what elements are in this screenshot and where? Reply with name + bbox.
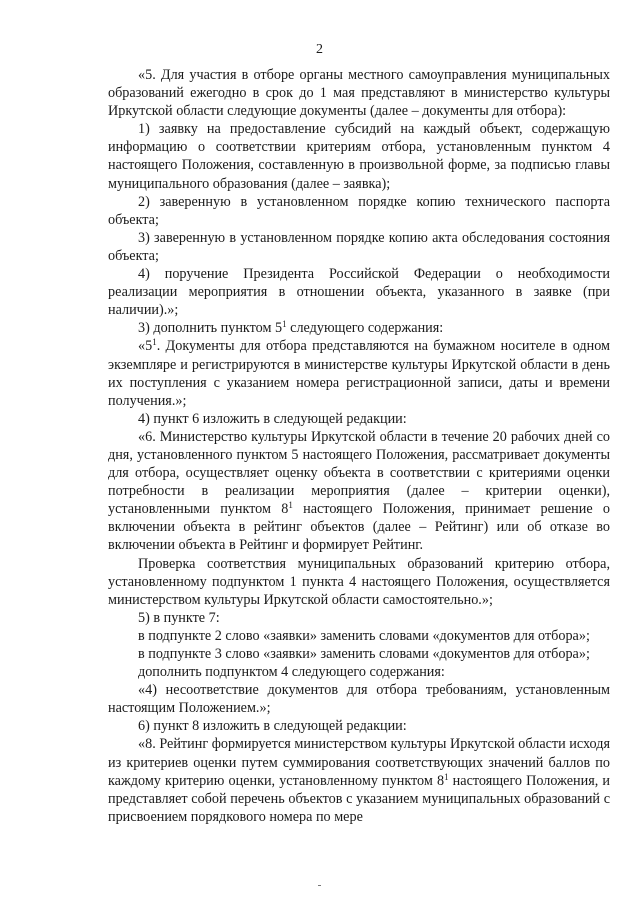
scan-speck	[318, 885, 321, 886]
paragraph-5-1-start: «5	[138, 338, 153, 355]
paragraph-8-text-end: настоящего Положения, и представляет собой перечень объектов с указанием муниципальных образований с присвоением порядкового номера по мере	[108, 772, 610, 825]
superscript: 1	[152, 337, 157, 348]
paragraph-8-text: «8. Рейтинг формируется министерством культуры Иркутской области исходя из критериев оценки путем суммирования соответствующих значений баллов по каждому критерию оценки, установленному пунктом 8	[108, 736, 610, 789]
paragraph-5-intro: «5. Для участия в отборе органы местного самоуправления муниципальных образований ежегодно в срок до 1 мая представляют в министерство культуры Иркутской области следующие документы (далее – документы для отбора):	[108, 67, 610, 120]
paragraph-5-item-4: 4) поручение Президента Российской Федерации о необходимости реализации мероприятия в отношении объекта, указанного в заявке (при наличии).»;	[108, 266, 610, 319]
amendment-5: 5) в пункте 7:	[138, 609, 220, 626]
paragraph-5-item-2: 2) заверенную в установленном порядке копию технического паспорта объекта;	[108, 193, 610, 228]
amendment-6: 6) пункт 8 изложить в следующей редакции:	[138, 718, 407, 735]
superscript: 1	[288, 500, 293, 511]
superscript: 1	[282, 319, 287, 330]
paragraph-7-item-4: «4) несоответствие документов для отбора требованиям, установленным настоящим Положением.»;	[108, 682, 610, 717]
document-body	[108, 66, 610, 826]
paragraph-5-1	[108, 337, 610, 409]
paragraph-6-text: «6. Министерство культуры Иркутской области в течение 20 рабочих дней со дня, установленного пунктом 5 настоящего Положения, рассматривает документы для отбора, осуществляет оценку объекта в соответствии с критериями оценки потребности в реализации мероприятия (далее – критерии оценки), установленными пунктом 8	[108, 428, 610, 518]
paragraph-8	[108, 735, 610, 825]
page-number: 2	[316, 42, 323, 57]
amendment-3	[108, 319, 610, 337]
amendment-3-text: 3) дополнить пунктом 5	[138, 320, 283, 337]
paragraph-6-text-end: настоящего Положения, принимает решение о включении объекта в рейтинг объектов (далее – Рейтинг) или об отказе во включении объекта в Рейтинг и формирует Рейтинг.	[108, 501, 610, 554]
amendment-5-subitem-3: в подпункте 3 слово «заявки» заменить словами «документов для отбора»;	[138, 646, 590, 662]
paragraph-5-item-3: 3) заверенную в установленном порядке копию акта обследования состояния объекта;	[108, 229, 610, 264]
paragraph-5-item-1: 1) заявку на предоставление субсидий на каждый объект, содержащую информацию о соответствии критериям отбора, установленным пунктом 4 настоящего Положения, составленную в произвольной форме, за подписью главы муниципального образования (далее – заявка);	[108, 121, 610, 192]
paragraph-6-check: Проверка соответствия муниципальных образований критерию отбора, установленному подпунктом 1 пункта 4 настоящего Положения, осуществляется министерством культуры Иркутской области самостоятельно.»;	[108, 555, 610, 608]
amendment-4: 4) пункт 6 изложить в следующей редакции:	[138, 410, 407, 427]
paragraph-6	[108, 428, 610, 555]
paragraph-5-1-text: . Документы для отбора представляются на бумажном носителе в одном экземпляре и регистрируются в министерстве культуры Иркутской области в день их поступления с указанием номера регистрационной записи, даты и времени получения.»;	[108, 338, 610, 409]
superscript: 1	[444, 771, 449, 782]
amendment-5-subitem-2: в подпункте 2 слово «заявки» заменить словами «документов для отбора»;	[138, 627, 590, 644]
amendment-3-text-end: следующего содержания:	[286, 320, 444, 337]
amendment-5-add-subitem-4: дополнить подпунктом 4 следующего содержания:	[138, 664, 445, 681]
